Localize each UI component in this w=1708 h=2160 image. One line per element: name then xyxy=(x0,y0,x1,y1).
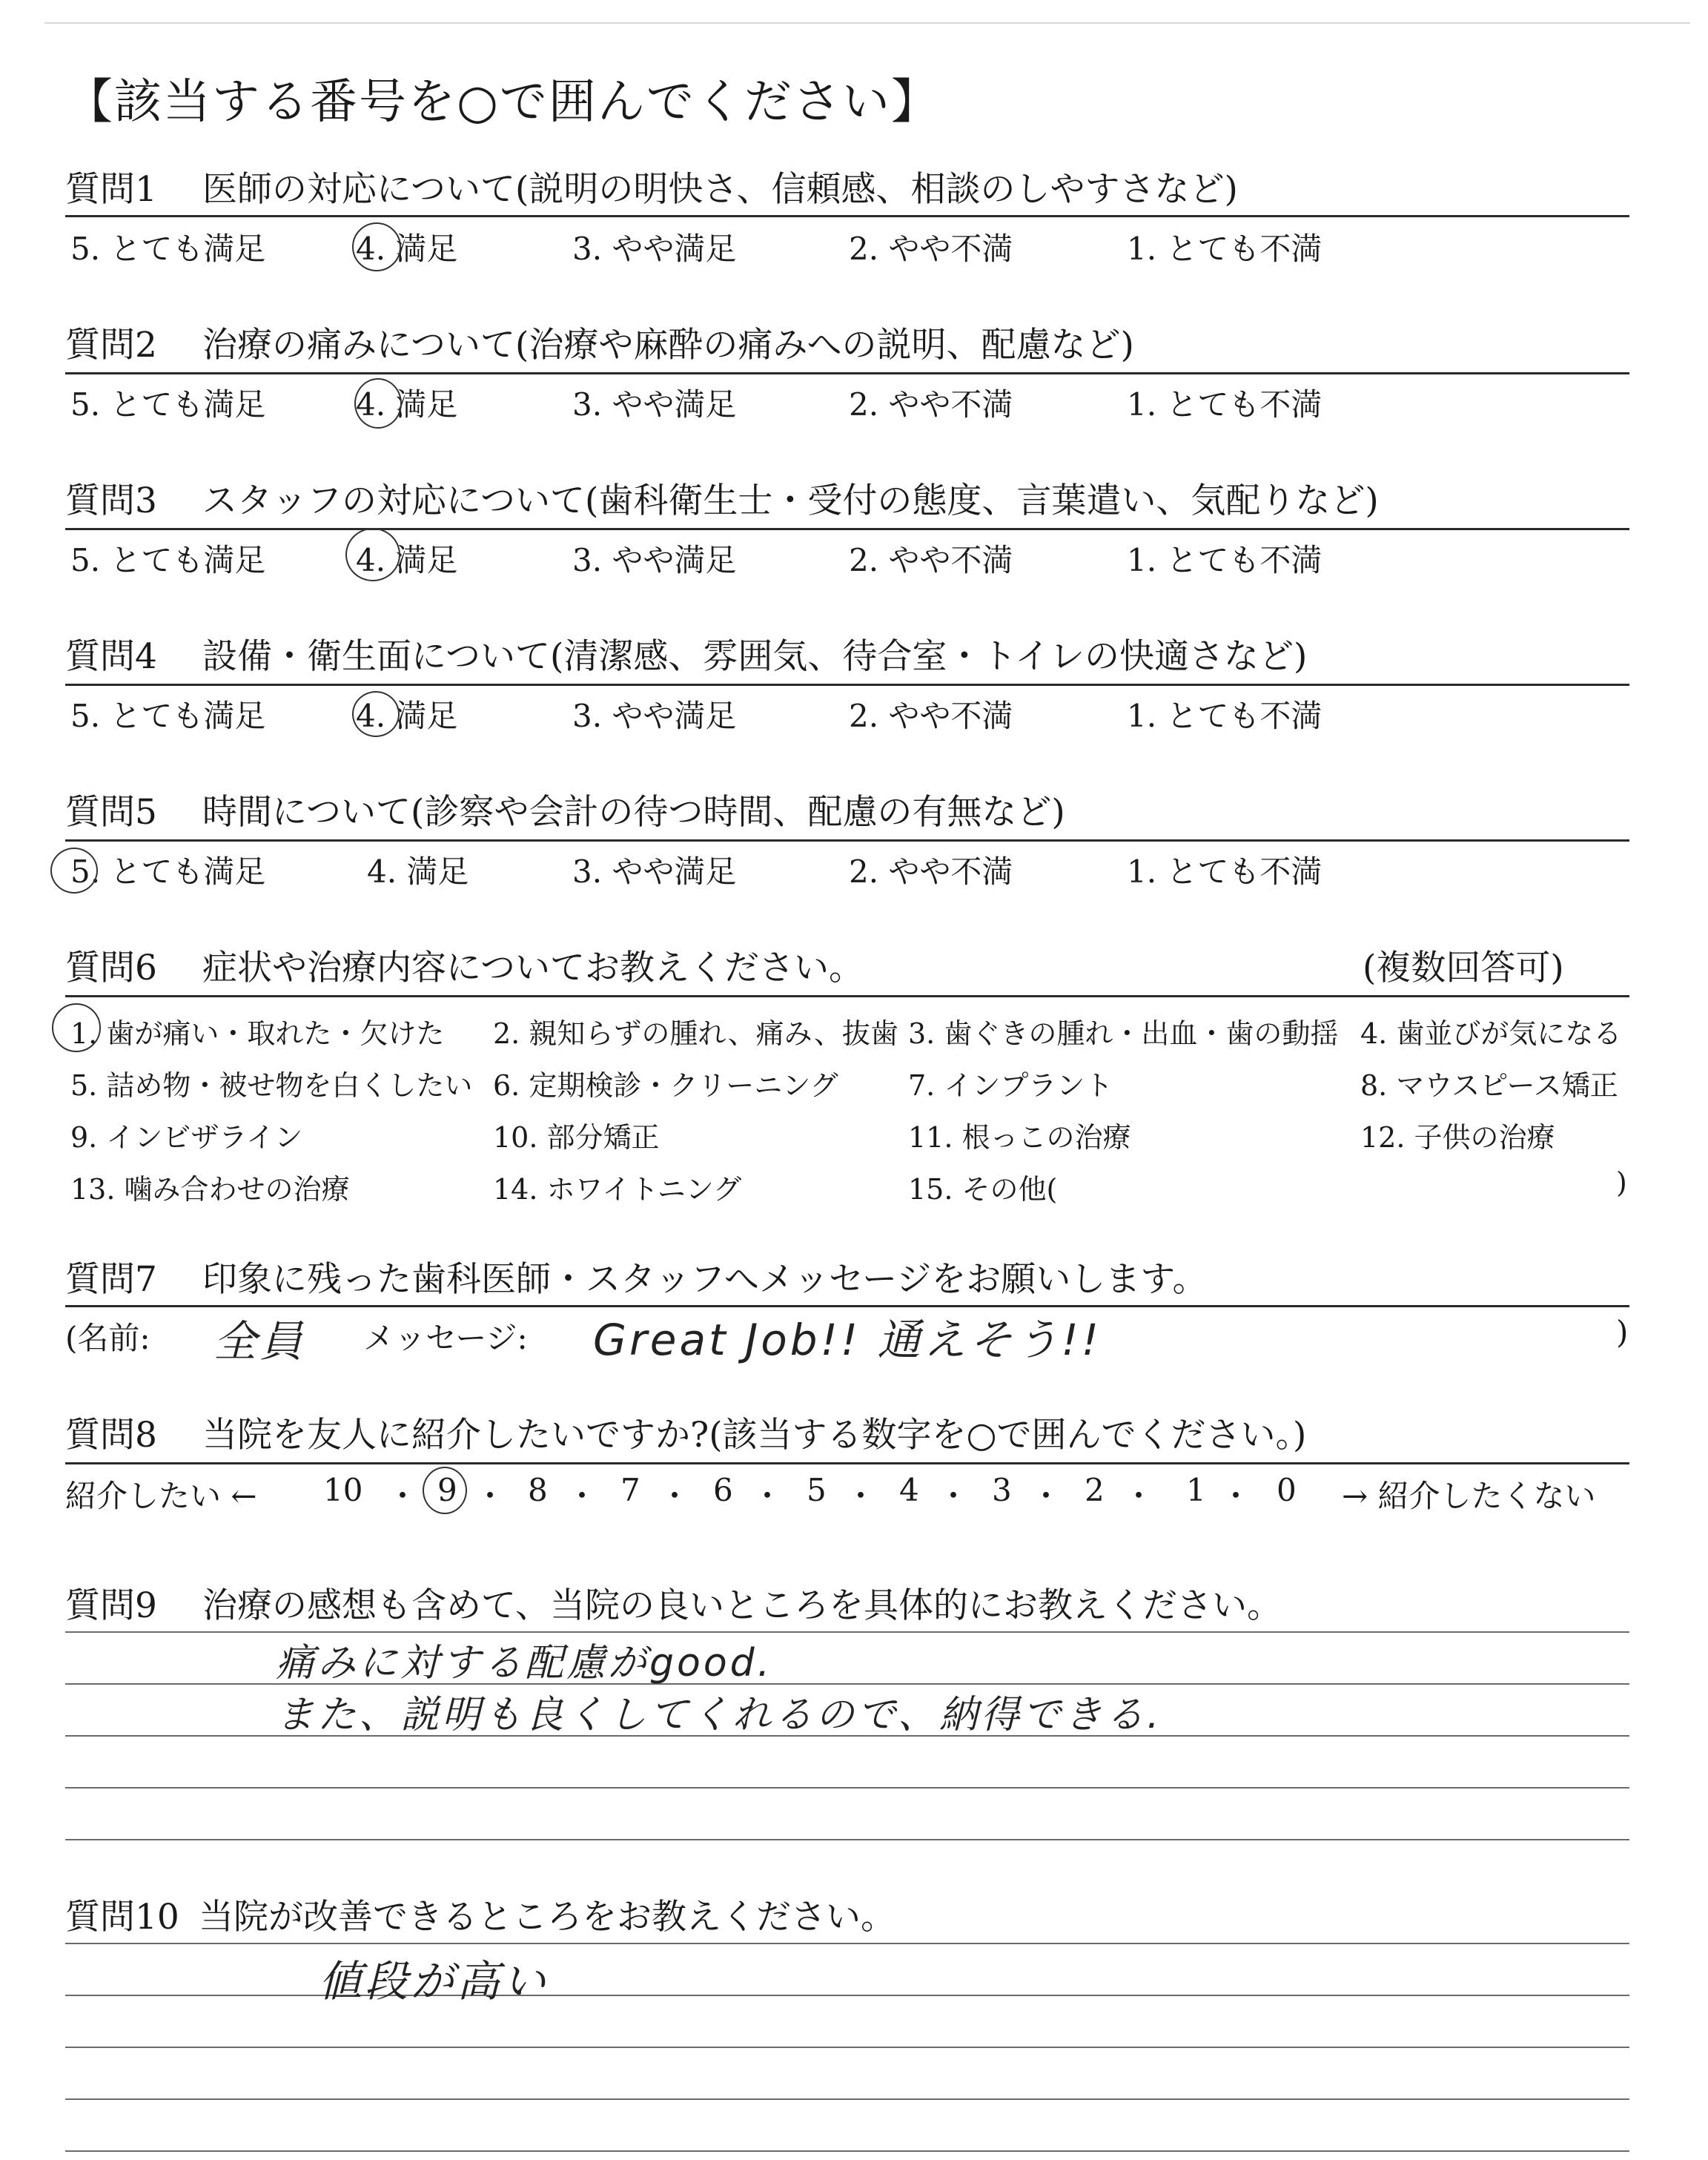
q6-option-8[interactable]: 8. マウスピース矯正 xyxy=(1360,1069,1618,1102)
question-5-text: 時間について(診察や会計の待つ時間、配慮の有無など) xyxy=(202,792,1065,833)
q8-scale-2[interactable]: 2 xyxy=(1085,1472,1105,1508)
q5-answer-circle xyxy=(50,848,98,894)
question-6-text: 症状や治療内容についてお教えください。 xyxy=(202,948,864,988)
question-9-heading xyxy=(65,1578,1282,1628)
question-5-heading xyxy=(65,785,1065,834)
question-6-heading xyxy=(65,940,864,990)
question-5-number: 質問5 xyxy=(65,792,157,833)
q8-scale-4[interactable]: 4 xyxy=(899,1472,919,1508)
q6-option-15[interactable]: 15. その他( xyxy=(908,1173,1058,1206)
question-9-text: 治療の感想も含めて、当院の良いところを具体的にお教えください。 xyxy=(202,1585,1282,1626)
q8-separator: ・ xyxy=(566,1478,598,1514)
q7-close-paren: ) xyxy=(1616,1314,1629,1350)
question-8-number: 質問8 xyxy=(65,1415,157,1456)
question-2-number: 質問2 xyxy=(65,325,157,366)
q6-option-12[interactable]: 12. 子供の治療 xyxy=(1360,1121,1555,1154)
question-3-number: 質問3 xyxy=(65,480,157,521)
question-4-heading xyxy=(65,629,1307,678)
question-2-text: 治療の痛みについて(治療や麻酔の痛みへの説明、配慮など) xyxy=(202,325,1134,366)
q9-handwritten-answer-1[interactable]: 痛みに対する配慮がgood. xyxy=(276,1641,773,1685)
q5-option-1[interactable]: 1. とても不満 xyxy=(1127,853,1323,890)
question-1-number: 質問1 xyxy=(65,169,157,210)
q1-option-2[interactable]: 2. やや不満 xyxy=(849,231,1013,267)
question-9-number: 質問9 xyxy=(65,1585,157,1626)
q3-option-2[interactable]: 2. やや不満 xyxy=(849,542,1013,578)
q6-option-10[interactable]: 10. 部分矯正 xyxy=(493,1121,660,1154)
q6-option-3[interactable]: 3. 歯ぐきの腫れ・出血・歯の動揺 xyxy=(908,1017,1339,1050)
q8-scale-8[interactable]: 8 xyxy=(528,1472,548,1508)
q6-option-13[interactable]: 13. 噛み合わせの治療 xyxy=(70,1173,350,1206)
q1-answer-circle xyxy=(352,222,401,271)
q8-separator: ・ xyxy=(1123,1478,1155,1514)
q1-option-3[interactable]: 3. やや満足 xyxy=(572,231,737,267)
q3-option-1[interactable]: 1. とても不満 xyxy=(1127,542,1323,578)
q7-name-label: (名前: xyxy=(65,1320,150,1356)
question-5-rule xyxy=(65,839,1629,842)
q6-option-2[interactable]: 2. 親知らずの腫れ、痛み、抜歯 xyxy=(493,1017,898,1050)
q8-separator: ・ xyxy=(752,1478,784,1514)
q1-option-4[interactable]: 4. 満足 xyxy=(356,231,458,267)
q4-option-3[interactable]: 3. やや満足 xyxy=(572,698,737,734)
q8-scale-7[interactable]: 7 xyxy=(620,1472,640,1508)
q10-answer-line-5 xyxy=(65,2150,1629,2152)
q6-option-4[interactable]: 4. 歯並びが気になる xyxy=(1360,1017,1622,1050)
question-7-heading xyxy=(65,1252,1207,1301)
question-7-text: 印象に残った歯科医師・スタッフへメッセージをお願いします。 xyxy=(202,1259,1208,1300)
q8-right-label: → 紹介したくない xyxy=(1342,1478,1596,1514)
q8-scale-0[interactable]: 0 xyxy=(1277,1472,1297,1508)
q3-answer-circle xyxy=(345,528,400,581)
q10-handwritten-answer-1[interactable]: 値段が高い xyxy=(319,1956,549,2007)
q10-answer-line-3 xyxy=(65,2047,1629,2048)
q6-option-5[interactable]: 5. 詰め物・被せ物を白くしたい xyxy=(70,1069,473,1102)
question-3-heading xyxy=(65,473,1379,523)
q3-option-3[interactable]: 3. やや満足 xyxy=(572,542,737,578)
q8-separator: ・ xyxy=(845,1478,877,1514)
q7-name-handwritten[interactable]: 全員 xyxy=(214,1316,306,1367)
question-4-rule xyxy=(65,684,1629,686)
q2-option-4[interactable]: 4. 満足 xyxy=(356,386,458,423)
q8-scale-10[interactable]: 10 xyxy=(323,1472,363,1508)
q4-option-2[interactable]: 2. やや不満 xyxy=(849,698,1013,734)
q6-option-14[interactable]: 14. ホワイトニング xyxy=(493,1173,742,1206)
question-2-rule xyxy=(65,372,1629,374)
q8-scale-1[interactable]: 1 xyxy=(1186,1472,1206,1508)
q4-option-1[interactable]: 1. とても不満 xyxy=(1127,698,1323,734)
q8-separator: ・ xyxy=(387,1478,419,1514)
q2-option-3[interactable]: 3. やや満足 xyxy=(572,386,737,423)
question-6-rule xyxy=(65,995,1629,997)
q8-scale-9[interactable]: 9 xyxy=(437,1472,457,1508)
question-7-number: 質問7 xyxy=(65,1259,157,1300)
q5-option-4[interactable]: 4. 満足 xyxy=(367,853,469,890)
q8-separator: ・ xyxy=(659,1478,691,1514)
q8-separator: ・ xyxy=(474,1478,506,1514)
question-6-number: 質問6 xyxy=(65,948,157,988)
q6-option-6[interactable]: 6. 定期検診・クリーニング xyxy=(493,1069,838,1102)
q10-answer-line-2 xyxy=(65,1995,1629,1996)
q9-handwritten-answer-2[interactable]: また、説明も良くしてくれるので、納得できる. xyxy=(276,1693,1162,1737)
q10-answer-line-1 xyxy=(65,1943,1629,1944)
q8-scale-3[interactable]: 3 xyxy=(992,1472,1012,1508)
q6-answer-circle xyxy=(52,1003,101,1052)
q8-left-label: 紹介したい ← xyxy=(65,1478,257,1514)
question-3-text: スタッフの対応について(歯科衛生士・受付の態度、言葉遣い、気配りなど) xyxy=(202,480,1379,521)
q2-option-1[interactable]: 1. とても不満 xyxy=(1127,386,1323,423)
question-2-heading xyxy=(65,317,1134,367)
q7-message-label: メッセージ: xyxy=(363,1320,528,1356)
q9-answer-line-4 xyxy=(65,1787,1629,1789)
q10-answer-line-4 xyxy=(65,2098,1629,2100)
question-10-number: 質問10 xyxy=(65,1897,179,1938)
question-8-rule xyxy=(65,1462,1629,1464)
q5-option-3[interactable]: 3. やや満足 xyxy=(572,853,737,890)
q4-option-4[interactable]: 4. 満足 xyxy=(356,698,458,734)
question-3-rule xyxy=(65,528,1629,530)
question-6-multiple-note: (複数回答可) xyxy=(1363,948,1564,988)
q5-option-2[interactable]: 2. やや不満 xyxy=(849,853,1013,890)
q4-answer-circle xyxy=(352,691,400,737)
question-1-rule xyxy=(65,215,1629,217)
q6-option-11[interactable]: 11. 根っこの治療 xyxy=(908,1121,1131,1154)
q8-scale-6[interactable]: 6 xyxy=(713,1472,733,1508)
q8-separator: ・ xyxy=(1220,1478,1252,1514)
q2-option-2[interactable]: 2. やや不満 xyxy=(849,386,1013,423)
q5-option-5[interactable]: 5. とても満足 xyxy=(70,853,266,890)
question-10-text: 当院が改善できるところをお教えください。 xyxy=(199,1897,896,1938)
question-8-heading xyxy=(65,1407,1306,1457)
q6-option-9[interactable]: 9. インビザライン xyxy=(70,1121,303,1154)
q7-message-handwritten[interactable]: Great Job!! 通えそう!! xyxy=(593,1315,1102,1365)
q6-option-1[interactable]: 1. 歯が痛い・取れた・欠けた xyxy=(70,1017,445,1050)
q9-answer-line-5 xyxy=(65,1839,1629,1840)
question-1-heading xyxy=(65,162,1238,211)
q2-option-5[interactable]: 5. とても満足 xyxy=(70,386,266,423)
page-top-edge xyxy=(44,22,1690,24)
form-title: 【該当する番号を○で囲んでください】 xyxy=(65,75,940,130)
q8-separator: ・ xyxy=(938,1478,970,1514)
q8-separator: ・ xyxy=(1030,1478,1062,1514)
q4-option-5[interactable]: 5. とても満足 xyxy=(70,698,266,734)
question-4-number: 質問4 xyxy=(65,636,157,677)
q6-option-7[interactable]: 7. インプラント xyxy=(908,1069,1113,1102)
q8-answer-circle xyxy=(423,1467,467,1514)
q1-option-1[interactable]: 1. とても不満 xyxy=(1127,231,1323,267)
question-10-heading xyxy=(65,1889,896,1939)
question-4-text: 設備・衛生面について(清潔感、雰囲気、待合室・トイレの快適さなど) xyxy=(202,636,1308,677)
q2-answer-circle xyxy=(354,378,402,429)
question-8-text: 当院を友人に紹介したいですか?(該当する数字を○で囲んでください。) xyxy=(202,1415,1307,1456)
q3-option-5[interactable]: 5. とても満足 xyxy=(70,542,266,578)
q6-option-15-close-paren: ) xyxy=(1616,1166,1627,1199)
q8-scale-5[interactable]: 5 xyxy=(807,1472,827,1508)
q3-option-4[interactable]: 4. 満足 xyxy=(356,542,458,578)
question-1-text: 医師の対応について(説明の明快さ、信頼感、相談のしやすさなど) xyxy=(202,169,1238,210)
q1-option-5[interactable]: 5. とても満足 xyxy=(70,231,266,267)
